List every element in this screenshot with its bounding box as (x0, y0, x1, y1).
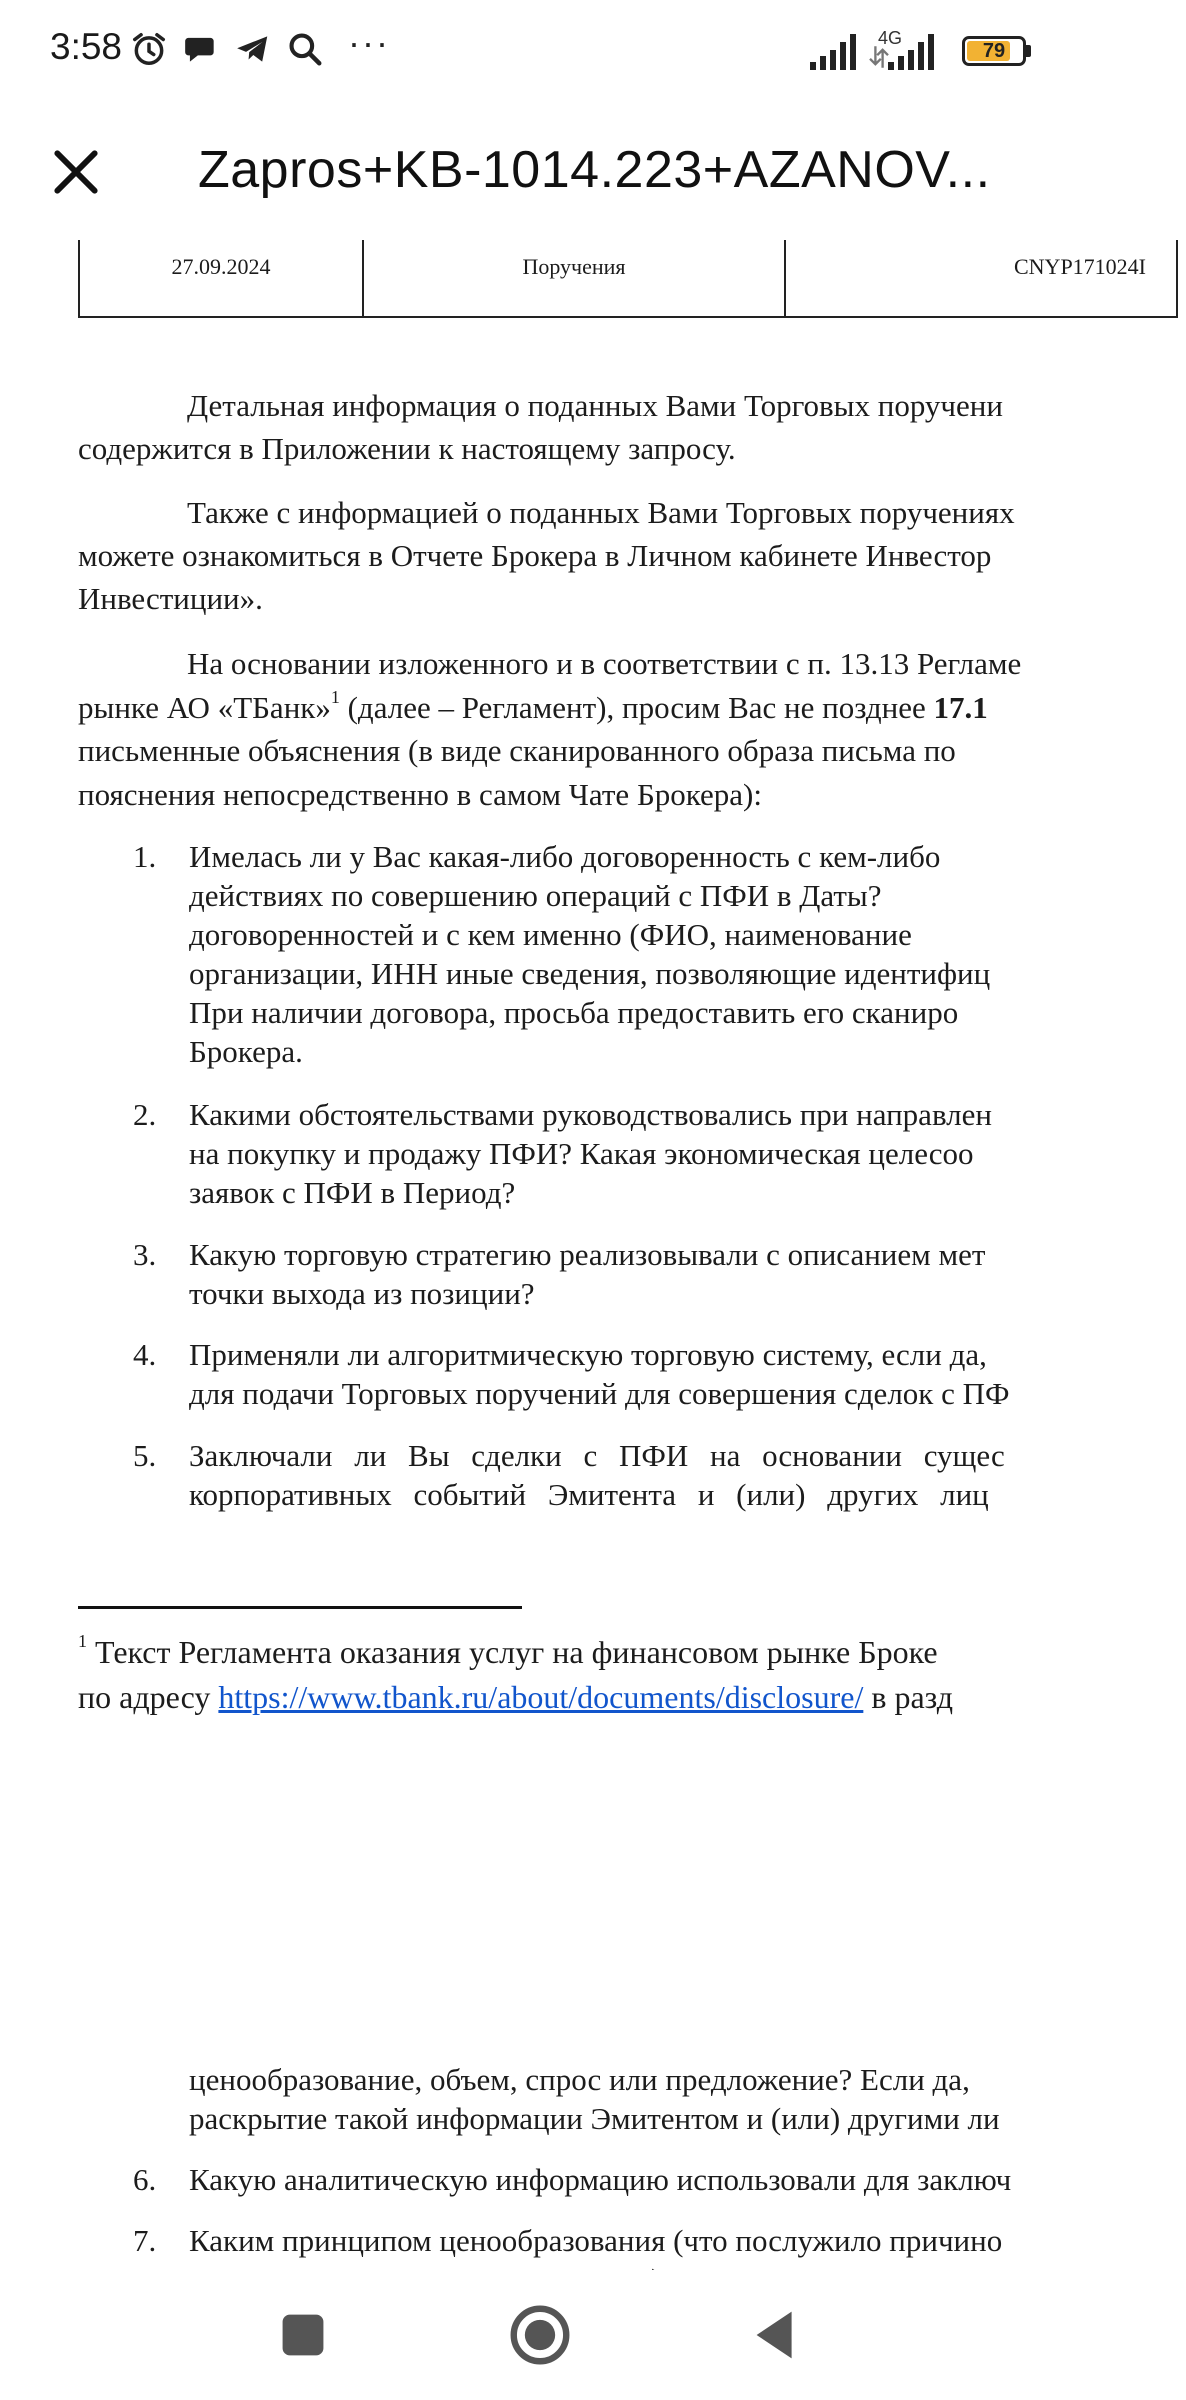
paragraph-3-line-1: На основании изложенного и в соответствии с п. 13.13 Регламе (187, 646, 1022, 681)
list-number-3: 3. (133, 1237, 157, 1272)
list-item-1-line-2: действиях по совершению операций с ПФИ в Даты? (189, 878, 882, 913)
footnote-line-1: $^1$ Текст Регламента оказания услуг на финансовом рынке Броке (78, 1631, 938, 1670)
signal-icon (810, 34, 862, 70)
alarm-icon (130, 30, 168, 68)
list-item-1-line-1: Имелась ли у Вас какая-либо договоренность с кем-либо (189, 839, 941, 874)
paragraph-2-line-3: Инвестиции». (78, 581, 263, 616)
paragraph-2-line-1: Также с информацией о поданных Вами Торговых поручениях (187, 495, 1015, 530)
list-number-7: 7. (133, 2223, 157, 2258)
paragraph-3-line-3: письменные объяснения (в виде сканированного образа письма по (78, 733, 956, 768)
notification-icons (130, 30, 324, 68)
table-cell-type: Поручения (364, 240, 786, 316)
list-item-1-line-5: При наличии договора, просьба предоставить его сканиро (189, 995, 959, 1030)
telegram-icon (234, 30, 272, 68)
list-item-4-line-2: для подачи Торговых поручений для совершения сделок с ПФ (189, 1376, 1010, 1411)
list-item-2-line-1: Какими обстоятельствами руководствовались при направлен (189, 1097, 992, 1132)
list-item-7-line-1: Каким принципом ценообразования (что послужило причино (189, 2223, 1003, 2258)
list-item-2-line-3: заявок с ПФИ в Период? (189, 1175, 516, 1210)
signal-icon-2 (888, 34, 940, 70)
status-time: 3:58 (50, 26, 123, 67)
navigation-bar (0, 2270, 1080, 2400)
close-icon[interactable] (44, 140, 108, 204)
list-number-4: 4. (133, 1337, 157, 1372)
recent-apps-icon[interactable] (268, 2300, 338, 2370)
table-cell-date: 27.09.2024 (80, 240, 364, 316)
paragraph-1-line-1: Детальная информация о поданных Вами Торговых поручени (187, 388, 1003, 423)
paragraph-3-line-4: пояснения непосредственно в самом Чате Брокера): (78, 777, 762, 812)
footnote-ref: 1 (330, 687, 340, 707)
list-item-5-line-2: корпоративных событий Эмитента и (или) других лиц (189, 1477, 989, 1512)
home-icon[interactable] (505, 2300, 575, 2370)
list-item-3-line-2: точки выхода из позиции? (189, 1276, 535, 1311)
list-item-4-line-1: Применяли ли алгоритмическую торговую систему, если да, (189, 1337, 987, 1372)
list-item-5-line-1: Заключали ли Вы сделки с ПФИ на основании сущес (189, 1438, 1005, 1473)
list-number-1: 1. (133, 839, 157, 874)
list-number-5: 5. (133, 1438, 157, 1473)
list-item-6-line-1: Какую аналитическую информацию использовали для заключ (189, 2162, 1012, 2197)
footnote-divider (78, 1606, 522, 1609)
table-cell-code: CNYP171024I (1014, 254, 1147, 279)
list-item-2-line-2: на покупку и продажу ПФИ? Какая экономическая целесоо (189, 1136, 974, 1171)
list-item-1-line-6: Брокера. (189, 1034, 303, 1069)
document-title: Zapros+KB-1014.223+AZANOV... (198, 141, 991, 199)
paragraph-2-line-2: можете ознакомиться в Отчете Брокера в Личном кабинете Инвестор (78, 538, 992, 573)
more-notifications-icon: ··· (348, 22, 390, 63)
list-item-1-line-4: организации, ИНН иные сведения, позволяющие идентифиц (189, 956, 991, 991)
list-item-3-line-1: Какую торговую стратегию реализовывали с описанием мет (189, 1237, 986, 1272)
list-number-2: 2. (133, 1097, 157, 1132)
search-icon (286, 30, 324, 68)
footnote-line-2: по адресу https://www.tbank.ru/about/documents/disclosure/ в разд (78, 1679, 953, 1715)
back-icon[interactable] (742, 2300, 812, 2370)
document-page[interactable] (0, 240, 1147, 2270)
paragraph-1-line-2: содержится в Приложении к настоящему запросу. (78, 431, 736, 466)
footnote-marker: 1 (78, 1631, 87, 1651)
continuation-line-2: раскрытие такой информации Эмитентом и (или) другими ли (189, 2101, 1000, 2136)
list-number-6: 6. (133, 2162, 157, 2197)
orders-table-row (78, 240, 1178, 318)
battery-level: 79 (982, 40, 1006, 62)
disclosure-link[interactable]: https://www.tbank.ru/about/documents/disclosure/ (218, 1679, 864, 1715)
list-item-1-line-3: договоренностей и с кем именно (ФИО, наименование (189, 917, 912, 952)
title-bar (0, 110, 1080, 240)
status-bar (0, 0, 1080, 105)
network-type: 4G (878, 28, 903, 48)
chat-icon (182, 30, 220, 68)
continuation-line-1: ценообразование, объем, спрос или предложение? Если да, (189, 2062, 970, 2097)
battery-icon (950, 36, 1031, 66)
data-arrows-icon (870, 46, 888, 68)
paragraph-3-line-2: рынке АО «ТБанк»$^1$ (далее – Регламент), просим Вас не позднее 17.1 (78, 687, 988, 725)
